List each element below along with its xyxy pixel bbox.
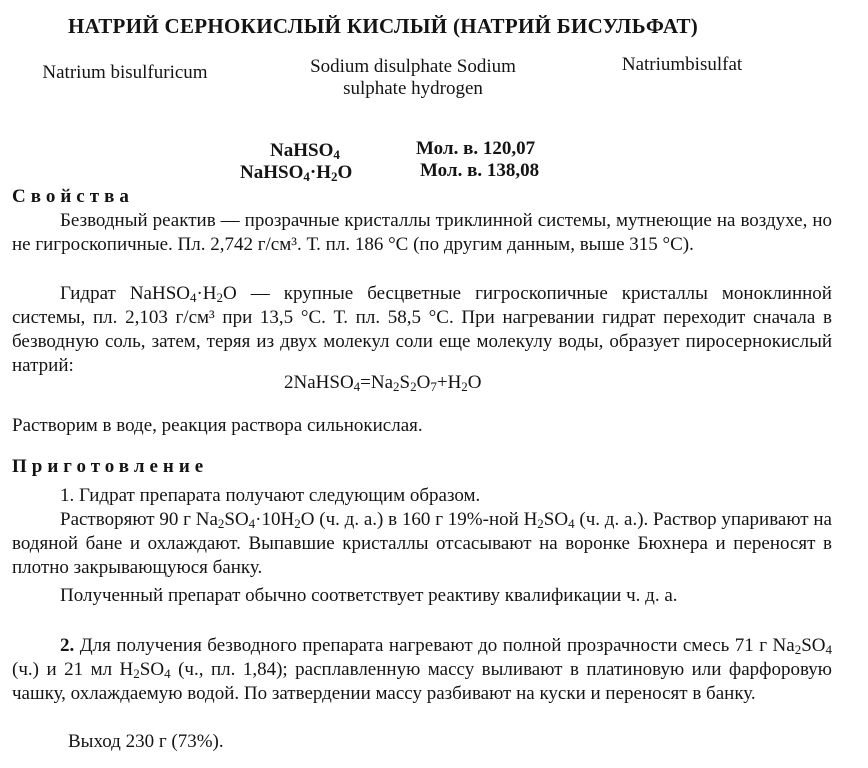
paragraph-anhydrous-properties: Безводный реактив — прозрачные кристаллы триклинной системы, мутнеющие на воздухе, но не гигроскопичные. Пл. 2,742 г/см³. Т. пл. 186 °С (по другим данным, выше 315 °С). <box>12 210 832 255</box>
molar-mass-hydrate: Мол. в. 138,08 <box>420 160 540 181</box>
formula-anhydrous: NaHSO$_4$ <box>270 140 340 162</box>
section-heading-preparation: Приготовление <box>12 456 209 477</box>
english-name: Sodium disulphate Sodium sulphate hydrogen <box>310 56 516 99</box>
paragraph-solubility: Растворим в воде, реакция раствора сильнокислая. <box>12 415 423 436</box>
molar-mass-anhydrous: Мол. в. 120,07 <box>416 138 536 159</box>
paragraph-method-1-intro: 1. Гидрат препарата получают следующим образом. <box>60 485 481 506</box>
names-block <box>0 54 868 126</box>
formula-hydrate: $NaHSO_4\cdot H_2O$ <box>240 162 353 184</box>
page-title: НАТРИЙ СЕРНОКИСЛЫЙ КИСЛЫЙ (НАТРИЙ БИСУЛЬФАТ) <box>68 14 699 38</box>
paragraph-method-1-procedure: Растворяют 90 г $Na_2SO_4\cdot 10H_2O$ (ч. д. а.) в 160 г 19%-ной $H_2SO_4$ (ч. д. а.). Раствор упаривают на водяной бане и охлаждают. Выпавшие кристаллы отсасывают на воронке Бюхнера и переносят в плотно закрывающуюся банку. <box>12 509 832 578</box>
paragraph-method-2: 2. Для получения безводного препарата нагревают до полной прозрачности смесь 71 г $Na_2SO_4$ (ч.) и 21 мл $H_2SO_4$ (ч., пл. 1,84); расплавленную массу выливают в платиновую или фарфоровую чашку, охлаждаемую водой. По затвердении массу разбивают на куски и переносят в банку. <box>12 635 833 704</box>
paragraph-yield: Выход 230 г (73%). <box>68 731 224 752</box>
paragraph-hydrate-properties: Гидрат $NaHSO_4\cdot H_2O$ — крупные бесцветные гигроскопичные кристаллы моноклинной системы, пл. 2,103 г/см³ при 13,5 °С. Т. пл. 58,5 °С. При нагревании гидрат переходит сначала в безводную соль, затем, теряя из двух молекул соли еще молекулу воды, образует пиросернокислый натрий: <box>12 283 832 376</box>
reaction-equation: $2NaHSO_4=Na_2S_2O_7+H_2O$ <box>284 372 482 394</box>
paragraph-qualification: Полученный препарат обычно соответствует реактиву квалификации ч. д. а. <box>60 585 678 606</box>
section-heading-properties: Свойства <box>12 186 134 207</box>
latin-name: Natrium bisulfuricum <box>42 62 208 83</box>
german-name: Natriumbisulfat <box>621 54 743 75</box>
